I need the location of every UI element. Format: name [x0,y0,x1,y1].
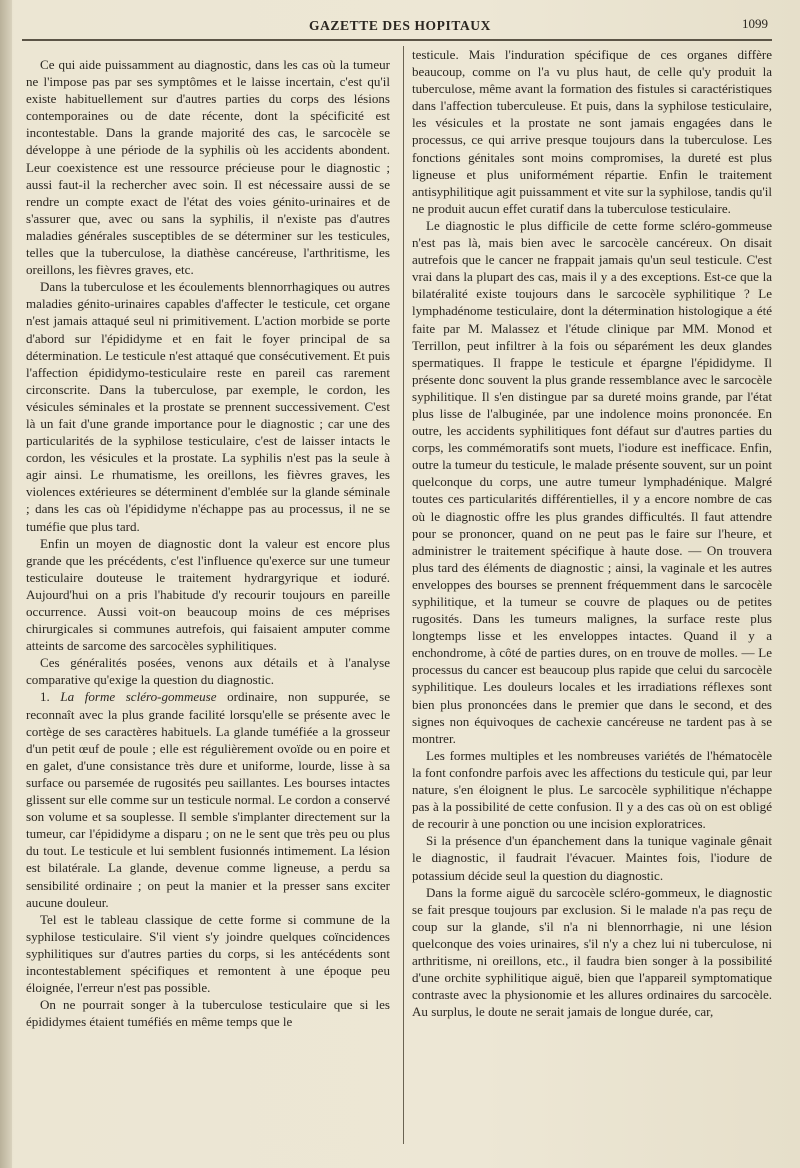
header-rule [22,39,772,41]
paragraph: On ne pourrait songer à la tuberculose testiculaire que si les épididymes étaient tuméfiés en même temps que le [26,997,390,1030]
left-column [26,56,390,1030]
paragraph: Ce qui aide puissamment au diagnostic, dans les cas où la tumeur ne l'impose pas par ses symptômes et le laisse incertain, c'est qu'il existe habituellement sur d'autres parties du corps des lésions contemporaines ou de date récente, dont la spécificité est incontestable. Dans la grande majorité des cas, le sarcocèle se développe à une période de la syphilis où les accidents abondent. Leur coexistence est une ressource précieuse pour le diagnostic ; aussi faut-il la rechercher avec soin. Il est nécessaire aussi de se rendre un compte exact de l'état des voies génito-urinaires et de s'assurer que, avec ou sans la syphilis, il n'existe pas d'autres maladies générales susceptibles de se déterminer sur les testicules, telles que la tuberculose, la diathèse cancéreuse, l'arthritisme, les oreillons, les fièvres graves, etc. [26,57,390,278]
column-divider [403,46,404,1144]
paragraph: Le diagnostic le plus difficile de cette forme scléro-gommeuse n'est pas là, mais bien avec le sarcocèle cancéreux. On disait autrefois que le cancer ne frappait jamais qu'un seul testicule. C'est vrai dans la plupart des cas, mais il y a des exceptions. Est-ce que la bilatéralité existe toujours dans le sarcocèle syphilitique ? Le lymphadénome testiculaire, dont la détermination histologique a été faite par M. Malassez et l'étude clinique par MM. Monod et Terrillon, peut infiltrer à la fois ou séparément les deux glandes spermatiques. Il frappe le testicule et épargne l'épididyme. Il présente donc souvent la plus grande ressemblance avec le sarcocèle syphilitique. Il s'en distingue par sa dureté moins grande, par l'état plus lisse de l'albuginée, par une indolence moins prononcée. En outre, les accidents syphilitiques font défaut sur d'autres parties du corps, les commémoratifs sont muets, l'iodure est inefficace. Enfin, outre la tumeur du testicule, le malade présente souvent, sur un point quelconque du corps, une autre tumeur lymphadénique. Malgré toutes ces particularités différentielles, il y a encore nombre de cas où le diagnostic offre les plus grandes difficultés. Il faut attendre pour se prononcer, quand on ne peut pas le faire sur l'heure, et administrer le traitement spécifique à haute dose. — On trouvera plus tard des éléments de diagnostic ; ainsi, la vaginale et les autres enveloppes des bourses se prennent fréquemment dans le sarcocèle syphilitique, et la tumeur se couvre de plaques ou de petites rugosités. Dans les tumeurs malignes, la surface reste plus longtemps lisse et les enveloppes intactes. Quand il y a enchondrome, à côté de parties dures, on en trouve de molles. — Le processus du cancer est beaucoup plus rapide que celui du sarcocèle syphilitique. Les douleurs locales et les irradiations réflexes sont bien plus prononcées dans le premier que dans le second, et des signes non équivoques de cachexie cancéreuse ne tardent pas à se montrer. [412,217,772,746]
paragraph: Dans la forme aiguë du sarcocèle scléro-gommeux, le diagnostic se fait presque toujours par exclusion. Si le malade n'a pas reçu de coup sur la glande, s'il n'a ni blennorrhagie, ni une lésion quelconque des voies urinaires, s'il n'y a chez lui ni tuberculose, ni arthritisme, ni oreillons, etc., il faudra bien songer à la possibilité d'une orchite syphilitique aiguë, bien que l'appareil symptomatique contraste avec la physionomie et les allures ordinaires du sarcocèle. Au surplus, le doute ne serait jamais de longue durée, car, [412,884,772,1020]
paragraph: testicule. Mais l'induration spécifique de ces organes diffère beaucoup, comme on l'a vu plus haut, de celle qu'y produit la tuberculose, même avant la formation des fistules si caractéristiques dans l'affection tuberculeuse. Et puis, dans la syphilose testiculaire, les vésicules et la prostate ne sont jamais engagées dans le processus, ce qui arrive presque toujours dans la tuberculose. Les fonctions génitales sont moins compromises, la dureté est plus ligneuse et plus uniformément répartie. Enfin le traitement antisyphilitique agit puissamment et vite sur la syphilose, tandis qu'il ne produit aucun effet curatif dans la tuberculose testiculaire. [412,47,772,216]
paragraph: Dans la tuberculose et les écoulements blennorrhagiques ou autres maladies génito-urinaires capables d'affecter le testicule, cet organe n'est jamais attaqué seul ni primitivement. L'action morbide se porte d'abord sur l'épididyme et en fait le foyer principal de sa détermination. Le testicule n'est attaqué que consécutivement. Et puis l'affection épididymo-testiculaire reste en pareil cas rarement circonscrite. Dans la tuberculose, par exemple, le cordon, les vésicules séminales et la prostate se prennent successivement. C'est là un fait d'une grande importance pour le diagnostic ; car une des particularités de la syphilose testiculaire, c'est de laisser intacts le cordon, les vésicules et la prostate. La syphilis n'est pas la seule à agir ainsi. Le rhumatisme, les oreillons, les fièvres graves, les violences extérieures se déterminent d'emblée sur la glande séminale ; dans les cas où l'épididyme n'échappe pas au processus, il ne se tuméfie que plus tard. [26,279,390,534]
journal-title: GAZETTE DES HOPITAUX [308,18,492,33]
paragraph-text: ordinaire, non suppurée, se reconnaît avec la plus grande facilité lorsqu'elle se présente avec le cortège de ses caractères habituels. La glande tuméfiée a la grosseur d'un petit œuf de poule ; elle est régulièrement ovoïde ou en poire et en galet, d'une consistance très dure et uniforme, lourde, lisse à sa surface ou parsemée de rugosités peu saillantes. Les bourses intactes glissent sur elle comme sur un testicule normal. Le cordon a conservé son volume et sa souplesse. Il semble s'implanter directement sur la tumeur, car l'épididyme a disparu ; on ne le sent que très peu ou plus du tout. Le testicule et lui semblent fusionnés intimement. La lésion est bilatérale. La glande, devenue comme ligneuse, a perdu sa sensibilité ordinaire ; on peut la manier et la presser sans exciter aucune douleur. [26,689,390,910]
paragraph: Ces généralités posées, venons aux détails et à l'analyse comparative qu'exige la question du diagnostic. [26,655,390,688]
page-header [24,14,776,38]
page-number: 1099 [742,16,768,31]
paragraph: Les formes multiples et les nombreuses variétés de l'hématocèle la font confondre parfois avec les affections du testicule qui, par leur nature, s'en éloignent le plus. Le sarcocèle syphilitique n'échappe pas à la possibilité de cette confusion. Il y a des cas où on est obligé de recourir à une ponction ou une incision exploratrices. [412,747,772,832]
list-number: 1. [40,689,61,705]
paragraph: Enfin un moyen de diagnostic dont la valeur est encore plus grande que les précédents, c'est l'influence qu'exerce sur une tumeur testiculaire douteuse le traitement hydrargyrique et ioduré. Aujourd'hui on a pris l'habitude d'y recourir toujours en pareille occurrence. Aussi voit-on beaucoup moins de ces méprises chirurgicales si communes autrefois, qui faisaient amputer comme atteints de sarcome des sarcocèles syphilitiques. [26,535,390,654]
paragraph: Tel est le tableau classique de cette forme si commune de la syphilose testiculaire. S'il vient s'y joindre quelques coïncidences syphilitiques sur d'autres parties du corps, si les antécédents sont incontestablement spécifiques et remontent à une époque peu éloignée, l'erreur n'est pas possible. [26,911,390,996]
paragraph: Si la présence d'un épanchement dans la tunique vaginale gênait le diagnostic, il faudrait l'évacuer. Maintes fois, l'iodure de potassium décide seul la question du diagnostic. [412,833,772,883]
paragraph [26,688,390,910]
page-binding-edge [0,0,12,1168]
italic-term: La forme scléro-gommeuse [60,689,217,705]
right-column [412,46,772,1020]
